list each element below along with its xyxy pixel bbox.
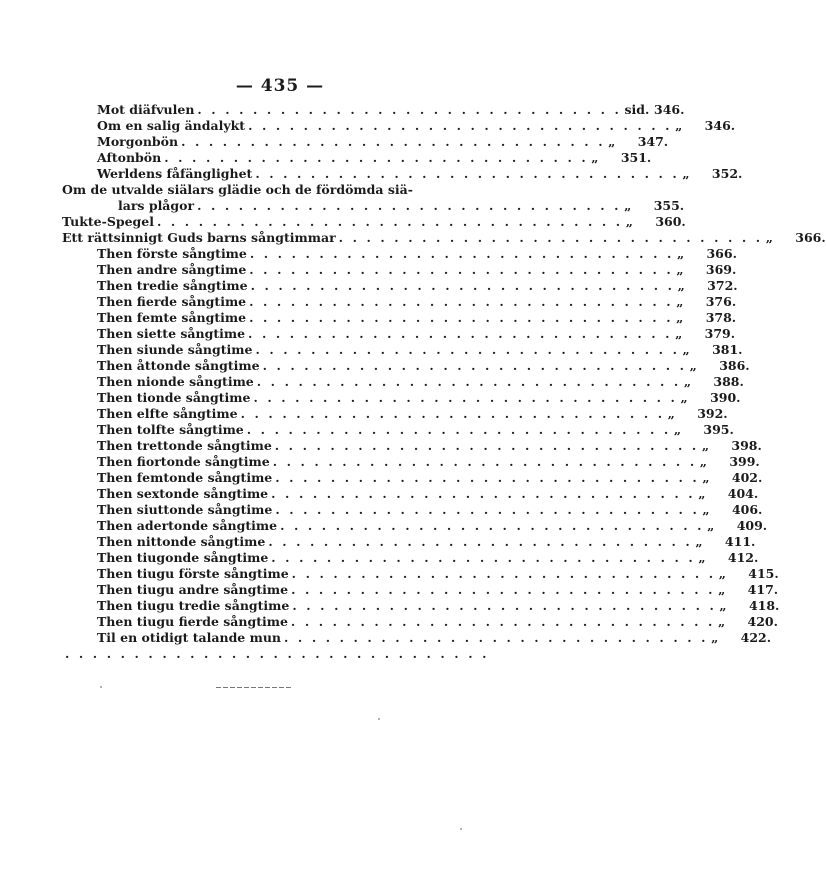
toc-entry-page: 388. (713, 374, 744, 389)
dot-leader: . . . . . . . . . . . . . . . . . . . . . . . . . . . . . . . . . . (156, 214, 623, 229)
toc-entry-page: 418. (748, 598, 780, 613)
toc-entry-title: Then elfte sångtime (97, 406, 238, 421)
toc-entry-mark: „ (676, 294, 684, 309)
toc-entry (62, 646, 490, 662)
toc-entry-mark: „ (680, 390, 688, 405)
toc-entry-page: 346. (704, 118, 736, 133)
toc-entry (97, 534, 756, 550)
toc-entry-mark: „ (718, 582, 726, 597)
toc-entry-mark: „ (682, 166, 690, 181)
toc-entry-page: 390. (710, 390, 741, 405)
toc-entry-page: 355. (653, 198, 685, 213)
toc-entry-title: lars plågor (118, 198, 195, 213)
toc-entry-mark: „ (698, 486, 706, 501)
dot-leader: . . . . . . . . . . . . . . . . . . . . . . . . . . . . . . . (253, 390, 678, 405)
dot-leader: . . . . . . . . . . . . . . . . . . . . . . . . . . . . . . . (197, 198, 622, 213)
toc-entry (97, 166, 743, 182)
toc-entry-mark: „ (608, 134, 616, 149)
toc-entry (97, 486, 759, 502)
toc-entry-mark: „ (717, 614, 726, 629)
dot-leader: . . . . . . . . . . . . . . . . . . . . . . . . . . . . . . . (240, 406, 665, 421)
toc-entry-mark: „ (682, 342, 690, 357)
toc-entry (118, 198, 685, 214)
toc-entry-mark: „ (707, 518, 715, 533)
toc-entry-title: Then tionde sångtime (97, 390, 251, 405)
toc-entry-title: Then förste sångtime (97, 246, 247, 261)
toc-entry (97, 390, 741, 406)
dot-leader: . . . . . . . . . . . . . . . . . . . . . . . . . . . . . . . (255, 342, 680, 357)
toc-entry (97, 422, 734, 438)
toc-entry-title: Then andre sångtime (97, 262, 247, 277)
toc-entry (97, 310, 737, 326)
toc-entry-page: 369. (705, 262, 737, 277)
toc-entry-page: 422. (740, 630, 772, 645)
closing-rule (216, 687, 292, 688)
toc-entry (97, 118, 736, 134)
toc-entry-page: 404. (727, 486, 759, 501)
dot-leader: . . . . . . . . . . . . . . . . . . . . . . . . . . . . . . . (197, 102, 622, 117)
toc-entry-page: 378. (705, 310, 737, 325)
toc-entry-mark: „ (624, 198, 632, 213)
toc-entry-page: 411. (724, 534, 756, 549)
dot-leader: . . . . . . . . . . . . . . . . . . . . . . . . . . . . . . . (65, 646, 490, 661)
toc-entry (97, 358, 750, 374)
toc-entry-page: 379. (704, 326, 736, 341)
toc-entry-mark: sid. (624, 102, 650, 117)
dot-leader: . . . . . . . . . . . . . . . . . . . . . . . . . . . . . . . (291, 582, 716, 597)
toc-entry-page: 402. (731, 470, 763, 485)
toc-entry-title: Til en otidigt talande mun (97, 630, 282, 645)
dot-leader: . . . . . . . . . . . . . . . . . . . . . . . . . . . . . . . (271, 550, 696, 565)
toc-entry-page: 399. (729, 454, 760, 469)
toc-entry (97, 150, 652, 166)
dot-leader: . . . . . . . . . . . . . . . . . . . . . . . . . . . . . . . (290, 614, 715, 629)
dot-leader: . . . . . . . . . . . . . . . . . . . . . . . . . . . . . . . (272, 454, 697, 469)
toc-entry-mark: „ (673, 422, 682, 437)
toc-entry-mark: „ (719, 598, 727, 613)
dot-leader: . . . . . . . . . . . . . . . . . . . . . . . . . . . . . . . (275, 470, 700, 485)
dot-leader: . . . . . . . . . . . . . . . . . . . . . . . . . . . . . . . (255, 166, 680, 181)
toc-entry-page: 398. (731, 438, 762, 453)
toc-entry-mark: „ (711, 630, 719, 645)
toc-entry-mark: „ (677, 278, 685, 293)
dot-leader: . . . . . . . . . . . . . . . . . . . . . . . . . . . . . . . (338, 230, 763, 245)
toc-entry (97, 262, 737, 278)
toc-entry-page: 395. (703, 422, 734, 437)
toc-entry (97, 582, 779, 598)
dot-leader: . . . . . . . . . . . . . . . . . . . . . . . . . . . . . . . (248, 326, 673, 341)
dot-leader: . . . . . . . . . . . . . . . . . . . . . . . . . . . . . . . (268, 534, 693, 549)
toc-entry-mark: „ (765, 230, 773, 245)
dot-leader: . . . . . . . . . . . . . . . . . . . . . . . . . . . . . . . (249, 262, 674, 277)
toc-entry-page: 386. (719, 358, 750, 373)
toc-entry-title: Morgonbön (97, 134, 179, 149)
toc-entry (97, 438, 762, 454)
dot-leader: . . . . . . . . . . . . . . . . . . . . . . . . . . . . . . . (250, 278, 675, 293)
toc-entry-mark: „ (675, 326, 683, 341)
toc-entry (97, 278, 738, 294)
dot-leader: . . . . . . . . . . . . . . . . . . . . . . . . . . . . . . . (291, 566, 716, 581)
toc-entry-page: 351. (620, 150, 652, 165)
toc-entry-mark: „ (702, 502, 710, 517)
toc-entry-page: 372. (707, 278, 738, 293)
toc-entry-title: Then åttonde sångtime (97, 358, 260, 373)
toc-entry (97, 102, 685, 118)
toc-entry-title: Then siunde sångtime (97, 342, 253, 357)
print-speck (378, 718, 380, 720)
toc-entry-title: Then siette sångtime (97, 326, 246, 341)
toc-entry-title: Then tiugonde sångtime (97, 550, 269, 565)
toc-entry (97, 454, 760, 470)
toc-entry-mark: „ (676, 310, 684, 325)
toc-entry-title: Then tiugu förste sångtime (97, 566, 289, 581)
toc-entry-page: 406. (731, 502, 763, 517)
toc-entry (97, 294, 737, 310)
toc-entry-mark: „ (701, 438, 710, 453)
toc-entry-mark: „ (683, 374, 692, 389)
toc-entry-title: Then nionde sångtime (97, 374, 254, 389)
toc-entry-page: 346. (654, 102, 685, 117)
toc-entry (97, 598, 780, 614)
toc-entry-mark: „ (698, 550, 706, 565)
page-number: — 435 — (235, 76, 325, 96)
toc-entry-mark: „ (676, 246, 685, 261)
dot-leader: . . . . . . . . . . . . . . . . . . . . . . . . . . . . . . . (249, 294, 674, 309)
toc-entry (97, 326, 736, 342)
print-speck (460, 828, 462, 830)
toc-entry-mark: „ (702, 470, 710, 485)
dot-leader: . . . . . . . . . . . . . . . . . . . . . . . . . . . . . . . (181, 134, 606, 149)
toc-entry-title: Werldens fåfänglighet (97, 166, 253, 181)
toc-entry (62, 214, 686, 230)
toc-entry-wrapped-line: Om de utvalde siälars glädie och de fördömda siä- (62, 182, 413, 197)
toc-entry (97, 342, 743, 358)
toc-entry-title: Then fierde sångtime (97, 294, 247, 309)
dot-leader: . . . . . . . . . . . . . . . . . . . . . . . . . . . . . . . (275, 502, 700, 517)
toc-entry (97, 566, 779, 582)
toc-entry-title: Then tredie sångtime (97, 278, 248, 293)
toc-entry-title: Then siuttonde sångtime (97, 502, 273, 517)
toc-entry-page: 347. (637, 134, 669, 149)
toc-entry-title: Then tiugu fierde sångtime (97, 614, 288, 629)
dot-leader: . . . . . . . . . . . . . . . . . . . . . . . . . . . . . . . (256, 374, 681, 389)
toc-entry-page: 360. (655, 214, 686, 229)
toc-entry-page: 415. (748, 566, 779, 581)
toc-entry-title: Then tolfte sångtime (97, 422, 244, 437)
toc-entry-title: Tukte-Spegel (62, 214, 154, 229)
toc-entry-mark: „ (625, 214, 633, 229)
toc-entry (97, 406, 728, 422)
dot-leader: . . . . . . . . . . . . . . . . . . . . . . . . . . . . . . . (248, 118, 673, 133)
toc-entry (97, 518, 768, 534)
dot-leader: . . . . . . . . . . . . . . . . . . . . . . . . . . . . . . . (249, 246, 674, 261)
dot-leader: . . . . . . . . . . . . . . . . . . . . . . . . . . . . . . . (271, 486, 696, 501)
toc-entry-page: 420. (747, 614, 778, 629)
dot-leader: . . . . . . . . . . . . . . . . . . . . . . . . . . . . . . . (164, 150, 589, 165)
toc-entry-title: Then trettonde sångtime (97, 438, 272, 453)
toc-entry (97, 502, 763, 518)
toc-entry-title: Then sextonde sångtime (97, 486, 269, 501)
toc-entry-page: 412. (727, 550, 759, 565)
toc-entry (62, 230, 826, 246)
toc-entry (97, 614, 778, 630)
dot-leader: . . . . . . . . . . . . . . . . . . . . . . . . . . . . . . . (284, 630, 709, 645)
toc-entry-title: Om en salig ändalykt (97, 118, 246, 133)
toc-entry (97, 374, 744, 390)
toc-entry-mark: „ (667, 406, 675, 421)
dot-leader: . . . . . . . . . . . . . . . . . . . . . . . . . . . . . . . (292, 598, 717, 613)
dot-leader: . . . . . . . . . . . . . . . . . . . . . . . . . . . . . . . (262, 358, 687, 373)
dot-leader: . . . . . . . . . . . . . . . . . . . . . . . . . . . . . . . (249, 310, 674, 325)
toc-entry-page: 366. (795, 230, 826, 245)
toc-entry-title: Then nittonde sångtime (97, 534, 266, 549)
dot-leader: . . . . . . . . . . . . . . . . . . . . . . . . . . . . . . . (280, 518, 705, 533)
toc-entry-title: Then fiortonde sångtime (97, 454, 270, 469)
toc-entry-mark: „ (718, 566, 726, 581)
toc-entry-page: 376. (705, 294, 737, 309)
toc-entry (97, 470, 763, 486)
toc-entry-title: Then tiugu andre sångtime (97, 582, 289, 597)
toc-entry-title: Aftonbön (97, 150, 162, 165)
toc-entry (97, 246, 737, 262)
toc-entry (97, 550, 759, 566)
toc-entry-mark: „ (699, 454, 707, 469)
toc-entry-page: 352. (711, 166, 743, 181)
toc-entry-page: 366. (706, 246, 737, 261)
toc-entry-mark: „ (695, 534, 703, 549)
toc-entry-page: 417. (747, 582, 779, 597)
print-speck (100, 686, 102, 688)
toc-entry (97, 630, 772, 646)
toc-entry-mark: „ (675, 118, 683, 133)
toc-entry-title: Then tiugu tredie sångtime (97, 598, 290, 613)
toc-entry-page: 381. (712, 342, 743, 357)
toc-entry-mark: „ (676, 262, 684, 277)
dot-leader: . . . . . . . . . . . . . . . . . . . . . . . . . . . . . . . (274, 438, 699, 453)
toc-entry-page: 392. (697, 406, 728, 421)
toc-entry-mark: „ (689, 358, 697, 373)
dot-leader: . . . . . . . . . . . . . . . . . . . . . . . . . . . . . . . (246, 422, 671, 437)
toc-entry-title: Ett rättsinnigt Guds barns sångtimmar (62, 230, 336, 245)
toc-entry (97, 134, 669, 150)
toc-entry-title: Then femtonde sångtime (97, 470, 273, 485)
toc-entry-title: Mot diäfvulen (97, 102, 195, 117)
toc-entry-title: Then adertonde sångtime (97, 518, 278, 533)
toc-entry-page: 409. (736, 518, 768, 533)
toc-entry-title: Then femte sångtime (97, 310, 247, 325)
toc-entry-mark: „ (591, 150, 599, 165)
